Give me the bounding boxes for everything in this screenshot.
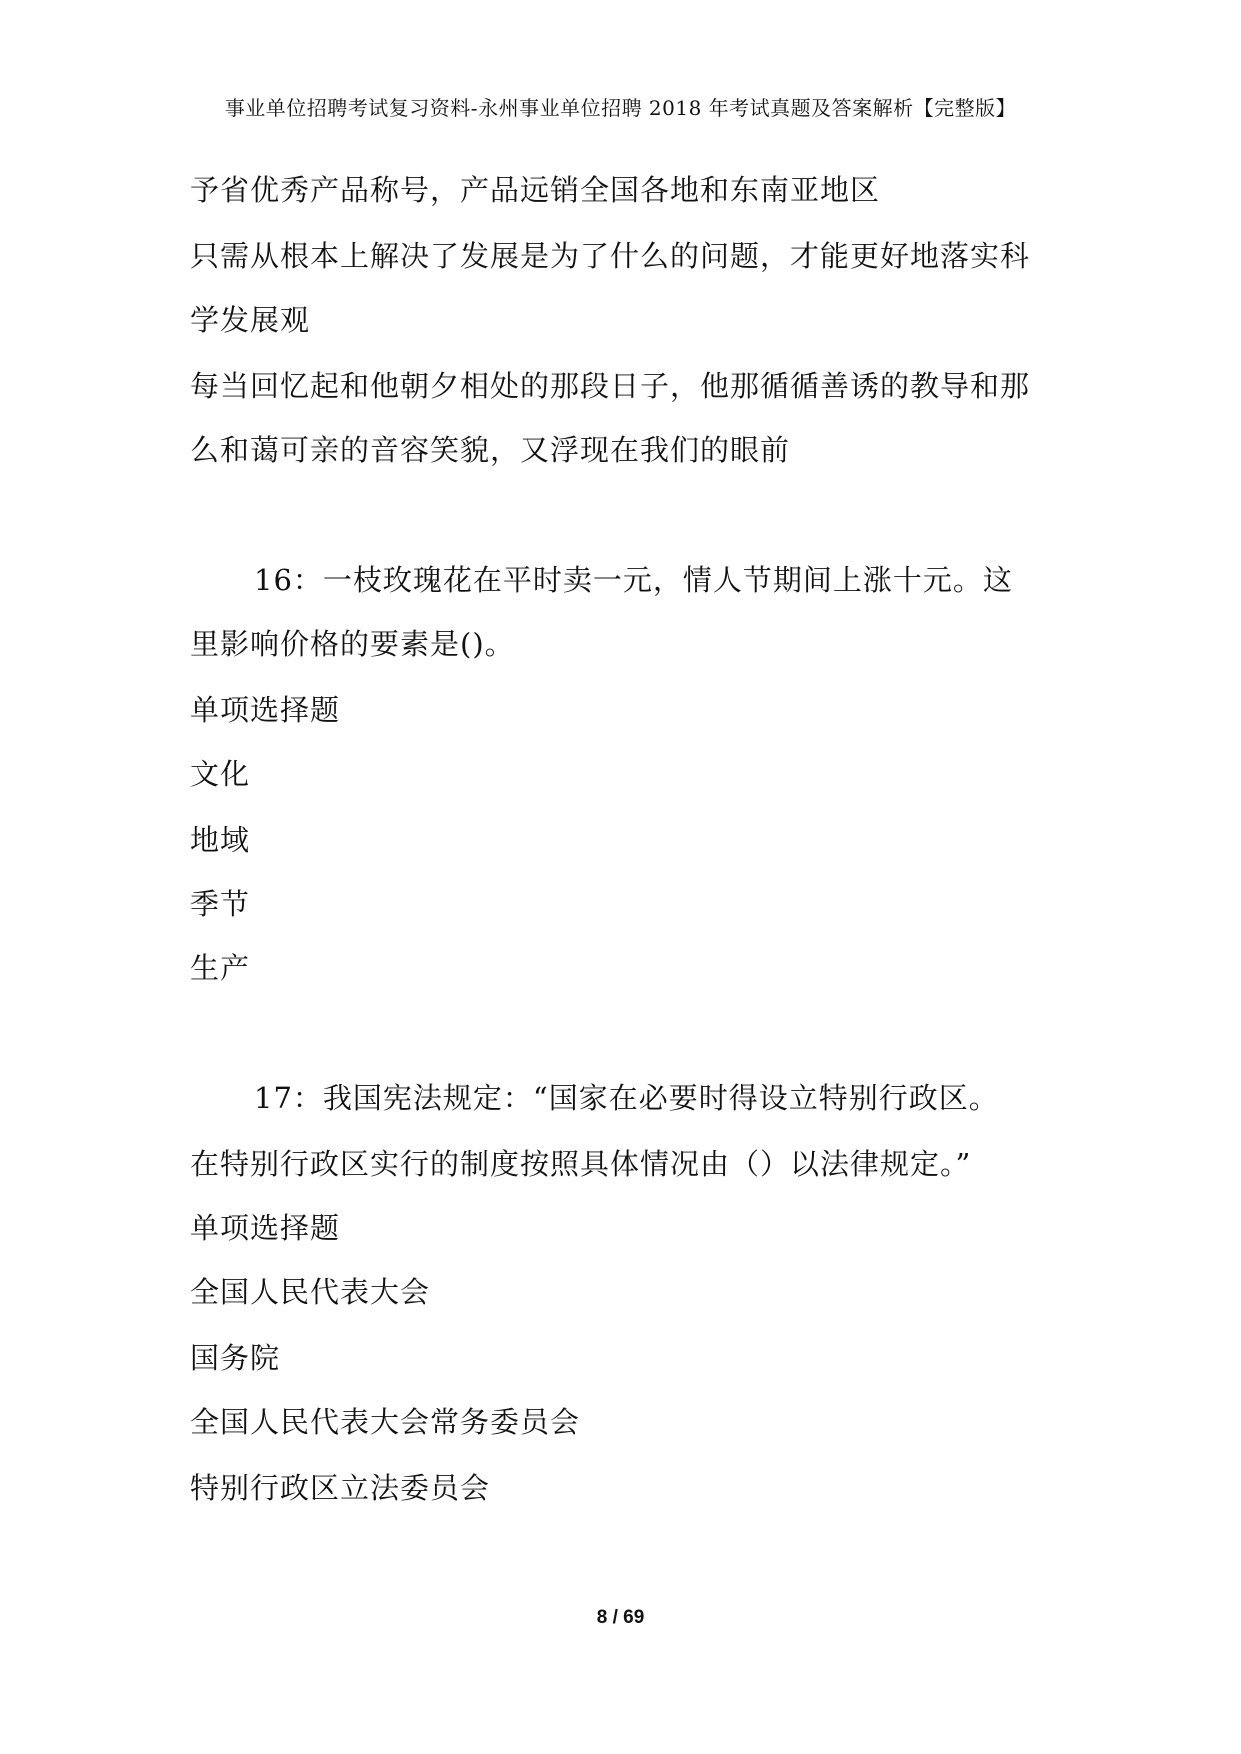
option-item: 全国人民代表大会	[190, 1275, 431, 1309]
option-item: 文化	[190, 757, 251, 791]
option-item: 国务院	[190, 1341, 281, 1375]
option-item: 地域	[190, 823, 251, 857]
question-stem: 16：一枝玫瑰花在平时卖一元，情人节期间上涨十元。这	[254, 563, 1013, 597]
page-number: 8 / 69	[596, 1607, 645, 1628]
text-line: 予省优秀产品称号，产品远销全国各地和东南亚地区	[190, 173, 881, 207]
option-item: 特别行政区立法委员会	[190, 1471, 491, 1505]
text-line: 只需从根本上解决了发展是为了什么的问题，才能更好地落实科	[190, 239, 1031, 273]
question-stem: 里影响价格的要素是()。	[190, 627, 515, 661]
text-line: 么和蔼可亲的音容笑貌，又浮现在我们的眼前	[190, 433, 791, 467]
question-type: 单项选择题	[190, 693, 341, 727]
option-item: 季节	[190, 887, 251, 921]
option-item: 生产	[190, 951, 251, 985]
option-item: 全国人民代表大会常务委员会	[190, 1405, 581, 1439]
page-header: 事业单位招聘考试复习资料-永州事业单位招聘 2018 年考试真题及答案解析【完整版】	[224, 96, 1017, 120]
text-line: 学发展观	[190, 303, 311, 337]
question-type: 单项选择题	[190, 1211, 341, 1245]
question-stem: 在特别行政区实行的制度按照具体情况由（）以法律规定。”	[190, 1147, 972, 1181]
question-stem: 17：我国宪法规定：“国家在必要时得设立特别行政区。	[254, 1081, 999, 1115]
text-line: 每当回忆起和他朝夕相处的那段日子，他那循循善诱的教导和那	[190, 369, 1031, 403]
